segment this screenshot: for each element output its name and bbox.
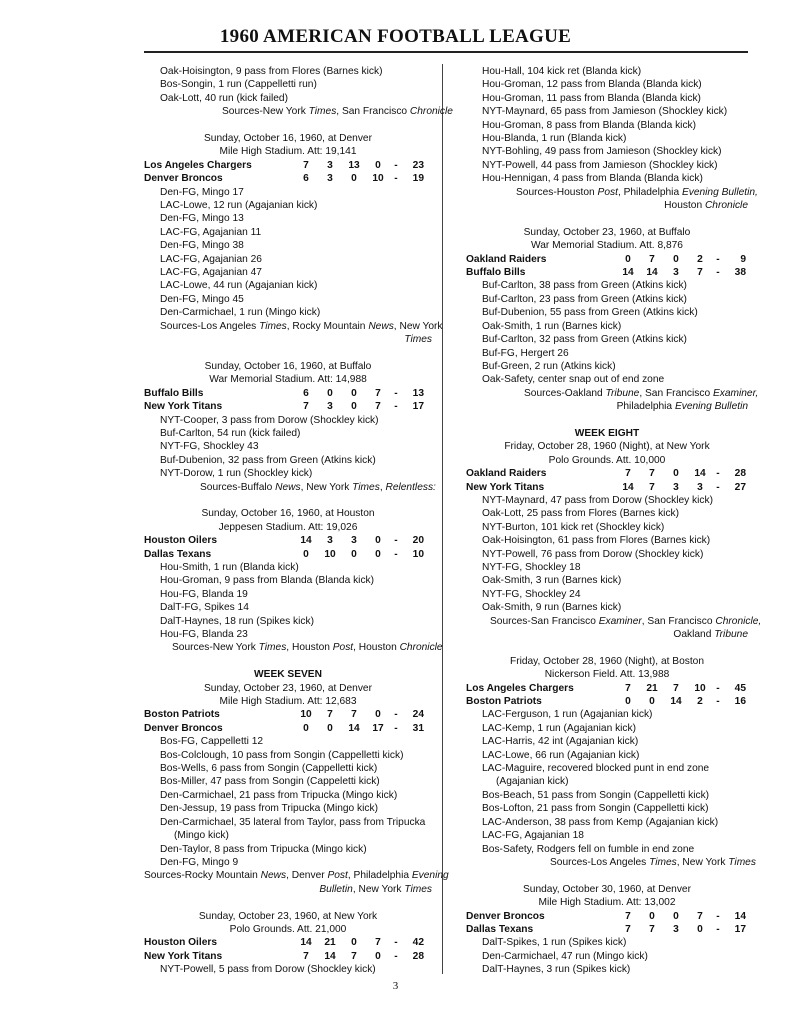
score-dash: - (394, 709, 398, 721)
score-dash: - (394, 937, 398, 949)
scoring-play: Hou-Hennigan, 4 pass from Blanda (Blanda kick) (482, 173, 703, 185)
quarter-score: 0 (351, 387, 357, 399)
scoring-play: Hou-Blanda, 1 run (Blanda kick) (482, 133, 627, 145)
sources-line-cont: Houston Chronicle (664, 200, 748, 212)
score-row (466, 253, 748, 266)
score-dash: - (716, 910, 720, 922)
scoring-play: NYT-Bohling, 49 pass from Jamieson (Shockley kick) (482, 146, 722, 158)
scoring-play: NYT-Cooper, 3 pass from Dorow (Shockley kick) (160, 414, 379, 426)
scoring-play: NYT-FG, Shockley 24 (482, 588, 581, 600)
scoring-play: Hou-Groman, 12 pass from Blanda (Blanda kick) (482, 79, 702, 91)
score-dash: - (716, 682, 720, 694)
final-score: 17 (734, 923, 746, 935)
scoring-play: Den-Carmichael, 47 run (Mingo kick) (482, 950, 648, 962)
game-summary (144, 682, 449, 897)
scoring-play: NYT-Maynard, 47 pass from Dorow (Shockley kick) (482, 494, 713, 506)
scoring-play: Buf-Dubenion, 55 pass from Green (Atkins kick) (482, 307, 698, 319)
sources-line-cont: Times (404, 334, 432, 346)
scoring-play: LAC-Ferguson, 1 run (Agajanian kick) (482, 709, 653, 721)
final-score: 23 (412, 159, 424, 171)
scoring-play: Hou-Smith, 1 run (Blanda kick) (160, 561, 299, 573)
scoring-play: LAC-Maguire, recovered blocked punt in end zone (Agajanian kick) (482, 763, 710, 788)
scoring-play: Den-Carmichael, 1 run (Mingo kick) (160, 307, 321, 319)
quarter-score: 2 (697, 253, 703, 265)
scoring-play: NYT-Powell, 76 pass from Dorow (Shockley kick) (482, 548, 704, 560)
score-row (144, 936, 432, 949)
scoring-play: LAC-Lowe, 12 run (Agajanian kick) (160, 200, 318, 212)
final-score: 9 (740, 253, 746, 265)
game-venue: Mile High Stadium. Att: 19,141 (219, 146, 357, 158)
scoring-play: Buf-Green, 2 run (Atkins kick) (482, 360, 616, 372)
scoring-play: Oak-Smith, 3 run (Barnes kick) (482, 575, 622, 587)
final-score: 28 (412, 950, 424, 962)
score-row (144, 708, 432, 721)
score-row (144, 950, 432, 963)
score-dash: - (394, 159, 398, 171)
team-name: Dallas Texans (144, 548, 212, 560)
quarter-score: 3 (327, 401, 333, 413)
score-dash: - (394, 548, 398, 560)
quarter-score: 0 (625, 253, 631, 265)
sources-line: Sources-New York Times, Houston Post, Houston Chronicle (172, 642, 443, 654)
score-row (144, 172, 432, 185)
team-name: New York Titans (144, 950, 223, 962)
quarter-score: 0 (375, 159, 381, 171)
quarter-score: 7 (625, 923, 631, 935)
score-row (466, 695, 748, 708)
game-summary (466, 655, 756, 870)
score-row (144, 534, 432, 547)
final-score: 28 (734, 468, 746, 480)
scoring-play: DalT-Spikes, 1 run (Spikes kick) (482, 937, 627, 949)
quarter-score: 14 (622, 481, 634, 493)
scoring-play: Bos-Miller, 47 pass from Songin (Cappeletti kick) (160, 776, 380, 788)
quarter-score: 0 (649, 910, 655, 922)
team-name: Buffalo Bills (144, 387, 204, 399)
scoring-play: LAC-Anderson, 38 pass from Kemp (Agajanian kick) (482, 816, 719, 828)
game-summary (144, 507, 443, 654)
quarter-score: 0 (673, 253, 679, 265)
quarter-score: 7 (327, 709, 333, 721)
game-summary (466, 440, 762, 641)
week-heading: WEEK EIGHT (574, 427, 640, 439)
quarter-score: 0 (375, 950, 381, 962)
quarter-score: 0 (697, 923, 703, 935)
quarter-score: 7 (649, 923, 655, 935)
quarter-score: 0 (375, 535, 381, 547)
quarter-score: 7 (625, 468, 631, 480)
quarter-score: 3 (351, 535, 357, 547)
right-column (466, 65, 762, 977)
scoring-play: Oak-Hoisington, 61 pass from Flores (Barnes kick) (482, 535, 711, 547)
quarter-score: 7 (375, 937, 381, 949)
sources-line: Sources-Rocky Mountain News, Denver Post, Philadelphia Evening (144, 870, 449, 882)
final-score: 16 (734, 696, 746, 708)
final-score: 45 (734, 682, 746, 694)
scoring-play: Bos-Colclough, 10 pass from Songin (Cappelletti kick) (160, 749, 404, 761)
scoring-play: LAC-FG, Agajanian 11 (160, 226, 262, 238)
quarter-score: 0 (673, 910, 679, 922)
final-score: 13 (412, 387, 424, 399)
game-summary (144, 65, 432, 105)
sources-line: Sources-New York Times, San Francisco Chronicle (222, 106, 453, 118)
quarter-score: 21 (646, 682, 658, 694)
scoring-play: Bos-Beach, 51 pass from Songin (Cappelletti kick) (482, 789, 710, 801)
team-name: Los Angeles Chargers (466, 682, 574, 694)
quarter-score: 10 (372, 173, 384, 185)
quarter-score: 7 (375, 387, 381, 399)
quarter-score: 0 (375, 548, 381, 560)
score-dash: - (394, 387, 398, 399)
quarter-score: 7 (303, 159, 309, 171)
team-name: Los Angeles Chargers (144, 159, 252, 171)
scoring-play: Oak-Lott, 25 pass from Flores (Barnes kick) (482, 508, 680, 520)
team-name: Boston Patriots (144, 709, 220, 721)
game-venue: War Memorial Stadium. Att: 14,988 (209, 374, 367, 386)
quarter-score: 0 (327, 387, 333, 399)
scoring-play: Hou-Groman, 8 pass from Blanda (Blanda kick) (482, 119, 697, 131)
final-score: 17 (412, 401, 424, 413)
score-dash: - (716, 696, 720, 708)
scoring-play: Hou-Hall, 104 kick ret (Blanda kick) (482, 66, 642, 77)
score-row (466, 266, 748, 279)
scoring-play: Bos-Lofton, 21 pass from Songin (Cappelletti kick) (482, 803, 709, 815)
team-name: Oakland Raiders (466, 253, 547, 265)
score-dash: - (394, 950, 398, 962)
score-dash: - (716, 481, 720, 493)
team-name: New York Titans (466, 481, 545, 493)
quarter-score: 0 (351, 548, 357, 560)
scoring-play: Oak-Lott, 40 run (kick failed) (160, 92, 288, 104)
game-date: Sunday, October 16, 1960, at Denver (203, 133, 372, 145)
scoring-play: Buf-Dubenion, 32 pass from Green (Atkins kick) (160, 454, 376, 466)
sources-line: Sources-San Francisco Examiner, San Francisco Chronicle, (490, 615, 762, 627)
scoring-play: Oak-Safety, center snap out of end zone (482, 374, 665, 386)
scoring-play: Buf-Carlton, 54 run (kick failed) (160, 427, 301, 439)
scoring-play: DalT-Haynes, 18 run (Spikes kick) (160, 615, 314, 627)
scoring-play: LAC-Lowe, 66 run (Agajanian kick) (482, 749, 640, 761)
team-name: Denver Broncos (144, 722, 223, 734)
quarter-score: 6 (303, 173, 309, 185)
score-row (466, 467, 748, 480)
score-row (466, 923, 748, 936)
score-row (466, 481, 748, 494)
score-dash: - (394, 173, 398, 185)
scoring-play: Hou-FG, Blanda 23 (160, 629, 248, 641)
score-dash: - (394, 535, 398, 547)
scoring-play: DalT-FG, Spikes 14 (160, 602, 249, 614)
page-title: 1960 AMERICAN FOOTBALL LEAGUE (219, 26, 572, 47)
team-name: Oakland Raiders (466, 468, 547, 480)
sources-line: Sources-Los Angeles Times, Rocky Mountain News, New York (160, 320, 443, 332)
game-date: Sunday, October 16, 1960, at Houston (201, 508, 375, 520)
team-name: Buffalo Bills (466, 267, 526, 279)
quarter-score: 6 (303, 387, 309, 399)
scoring-play: Hou-Groman, 9 pass from Blanda (Blanda kick) (160, 575, 375, 587)
score-dash: - (394, 722, 398, 734)
scoring-play: LAC-FG, Agajanian 47 (160, 267, 262, 279)
scoring-play: Buf-FG, Hergert 26 (482, 347, 569, 359)
quarter-score: 0 (649, 696, 655, 708)
scoring-play: LAC-FG, Agajanian 18 (482, 830, 584, 842)
scoring-play: Den-FG, Mingo 45 (160, 293, 244, 305)
quarter-score: 7 (303, 401, 309, 413)
title-rule (144, 51, 748, 53)
scoring-play: LAC-Harris, 42 int (Agajanian kick) (482, 736, 639, 748)
team-name: Houston Oilers (144, 937, 218, 949)
score-dash: - (394, 401, 398, 413)
quarter-score: 3 (327, 535, 333, 547)
quarter-score: 0 (375, 709, 381, 721)
quarter-score: 7 (375, 401, 381, 413)
quarter-score: 14 (694, 468, 706, 480)
game-summary (466, 226, 759, 414)
team-name: Boston Patriots (466, 696, 542, 708)
scoring-play: LAC-Kemp, 1 run (Agajanian kick) (482, 722, 637, 734)
game-date: Friday, October 28, 1960 (Night), at New York (504, 441, 710, 453)
score-row (144, 400, 432, 413)
scoring-play: Buf-Carlton, 23 pass from Green (Atkins kick) (482, 293, 687, 305)
quarter-score: 3 (673, 267, 679, 279)
scoring-play: Buf-Carlton, 32 pass from Green (Atkins kick) (482, 334, 687, 346)
sources-line: Sources-Buffalo News, New York Times, Relentless: (200, 481, 436, 493)
quarter-score: 10 (694, 682, 706, 694)
scoring-play: NYT-FG, Shockley 18 (482, 562, 581, 573)
score-row (144, 548, 432, 561)
final-score: 20 (412, 535, 424, 547)
game-summary (144, 360, 436, 494)
scoring-play: Oak-Smith, 9 run (Barnes kick) (482, 602, 622, 614)
team-name: Dallas Texans (466, 923, 534, 935)
sources-line: Sources-Oakland Tribune, San Francisco Examiner, (524, 387, 759, 399)
team-name: Houston Oilers (144, 535, 218, 547)
week-heading: WEEK SEVEN (254, 669, 322, 681)
sources-line-cont: Philadelphia Evening Bulletin (616, 401, 748, 413)
game-venue: Polo Grounds. Att. 21,000 (229, 923, 347, 935)
final-score: 31 (412, 722, 424, 734)
scoring-play: Den-FG, Mingo 17 (160, 186, 244, 198)
page-number: 3 (392, 980, 399, 992)
quarter-score: 7 (625, 682, 631, 694)
final-score: 38 (734, 267, 746, 279)
scoring-play: Hou-Groman, 11 pass from Blanda (Blanda kick) (482, 92, 701, 104)
left-column (144, 65, 453, 977)
scoring-play: Den-FG, Mingo 13 (160, 213, 244, 225)
quarter-score: 7 (351, 950, 357, 962)
scoring-play: Bos-FG, Cappelletti 12 (160, 736, 264, 748)
game-summary (466, 65, 758, 212)
scoring-play: Oak-Hoisington, 9 pass from Flores (Barnes kick) (160, 66, 383, 77)
scoring-play: Oak-Smith, 1 run (Barnes kick) (482, 320, 622, 332)
score-row (144, 722, 432, 735)
quarter-score: 10 (324, 548, 336, 560)
quarter-score: 7 (649, 468, 655, 480)
scoring-play: Bos-Wells, 6 pass from Songin (Cappelletti kick) (160, 763, 378, 775)
quarter-score: 17 (372, 722, 384, 734)
quarter-score: 0 (625, 696, 631, 708)
game-date: Sunday, October 23, 1960, at Buffalo (523, 226, 691, 238)
score-row (144, 159, 432, 172)
game-date: Friday, October 28, 1960 (Night), at Boston (509, 655, 705, 667)
quarter-score: 7 (303, 950, 309, 962)
quarter-score: 10 (300, 709, 312, 721)
quarter-score: 14 (646, 267, 658, 279)
score-row (466, 682, 748, 695)
team-name: New York Titans (144, 401, 223, 413)
scoring-play: Den-Taylor, 8 pass from Tripucka (Mingo kick) (160, 843, 367, 855)
quarter-score: 0 (351, 937, 357, 949)
quarter-score: 14 (670, 696, 682, 708)
quarter-score: 7 (351, 709, 357, 721)
quarter-score: 3 (673, 923, 679, 935)
quarter-score: 3 (327, 159, 333, 171)
quarter-score: 14 (324, 950, 336, 962)
scoring-play: Buf-Carlton, 38 pass from Green (Atkins kick) (482, 280, 687, 292)
sources-line-cont: Bulletin, New York Times (319, 883, 432, 895)
scoring-play: Den-Carmichael, 35 lateral from Taylor, pass from Tripucka (Mingo kick) (160, 816, 426, 842)
scoring-play: NYT-Burton, 101 kick ret (Shockley kick) (482, 521, 665, 533)
game-venue: Mile High Stadium. Att: 12,683 (219, 696, 357, 708)
quarter-score: 2 (697, 696, 703, 708)
quarter-score: 13 (348, 159, 360, 171)
scoring-play: LAC-FG, Agajanian 26 (160, 253, 262, 265)
quarter-score: 7 (649, 253, 655, 265)
final-score: 42 (412, 937, 424, 949)
game-venue: Mile High Stadium. Att: 13,002 (538, 897, 676, 909)
quarter-score: 7 (697, 267, 703, 279)
sources-line: Sources-Houston Post, Philadelphia Evening Bulletin, (516, 186, 758, 198)
quarter-score: 14 (348, 722, 360, 734)
quarter-score: 3 (697, 481, 703, 493)
quarter-score: 7 (697, 910, 703, 922)
scoring-play: Den-FG, Mingo 9 (160, 856, 239, 868)
score-row (144, 387, 432, 400)
final-score: 19 (412, 173, 424, 185)
scoring-play: Den-Carmichael, 21 pass from Tripucka (Mingo kick) (160, 789, 398, 801)
quarter-score: 14 (622, 267, 634, 279)
game-venue: War Memorial Stadium. Att. 8,876 (531, 240, 683, 252)
game-summary (466, 883, 748, 977)
quarter-score: 0 (327, 722, 333, 734)
sources-line: Sources-Los Angeles Times, New York Times (550, 856, 756, 868)
scoring-play: Hou-FG, Blanda 19 (160, 588, 248, 600)
final-score: 27 (734, 481, 746, 493)
scoring-play: Den-FG, Mingo 38 (160, 240, 244, 252)
game-venue: Polo Grounds. Att. 10,000 (548, 454, 666, 466)
quarter-score: 21 (324, 937, 336, 949)
team-name: Denver Broncos (466, 910, 545, 922)
game-date: Sunday, October 23, 1960, at Denver (203, 682, 372, 694)
scoring-play: DalT-Haynes, 3 run (Spikes kick) (482, 964, 631, 976)
score-dash: - (716, 253, 720, 265)
score-dash: - (716, 923, 720, 935)
score-row (466, 910, 748, 923)
scoring-play: Den-Jessup, 19 pass from Tripucka (Mingo kick) (160, 803, 378, 815)
quarter-score: 14 (300, 535, 312, 547)
game-summary (144, 910, 432, 977)
quarter-score: 3 (673, 481, 679, 493)
scoring-play: NYT-Dorow, 1 run (Shockley kick) (160, 468, 313, 480)
quarter-score: 0 (303, 722, 309, 734)
quarter-score: 0 (351, 401, 357, 413)
quarter-score: 7 (649, 481, 655, 493)
final-score: 14 (734, 910, 746, 922)
game-date: Sunday, October 23, 1960, at New York (198, 910, 378, 922)
team-name: Denver Broncos (144, 173, 223, 185)
quarter-score: 3 (327, 173, 333, 185)
sources-line-cont: Oakland Tribune (673, 629, 748, 641)
scoring-play: NYT-FG, Shockley 43 (160, 441, 259, 453)
game-venue: Jeppesen Stadium. Att: 19,026 (218, 521, 358, 533)
score-dash: - (716, 468, 720, 480)
column-divider (442, 64, 443, 974)
quarter-score: 7 (625, 910, 631, 922)
quarter-score: 0 (673, 468, 679, 480)
final-score: 24 (412, 709, 424, 721)
quarter-score: 7 (673, 682, 679, 694)
score-dash: - (716, 267, 720, 279)
game-date: Sunday, October 16, 1960, at Buffalo (204, 360, 372, 372)
quarter-score: 0 (303, 548, 309, 560)
game-venue: Nickerson Field. Att. 13,988 (544, 669, 670, 681)
game-summary (144, 132, 443, 347)
game-date: Sunday, October 30, 1960, at Denver (522, 883, 691, 895)
scoring-play: Bos-Songin, 1 run (Cappelletti run) (160, 79, 317, 91)
scoring-play: NYT-Maynard, 65 pass from Jamieson (Shockley kick) (482, 106, 728, 118)
scoring-play: Bos-Safety, Rodgers fell on fumble in end zone (482, 843, 695, 855)
scoring-play: NYT-Powell, 5 pass from Dorow (Shockley kick) (160, 964, 376, 976)
quarter-score: 14 (300, 937, 312, 949)
quarter-score: 0 (351, 173, 357, 185)
scoring-play: LAC-Lowe, 44 run (Agajanian kick) (160, 280, 318, 292)
scoring-play: NYT-Powell, 44 pass from Jamieson (Shockley kick) (482, 159, 718, 171)
final-score: 10 (412, 548, 424, 560)
